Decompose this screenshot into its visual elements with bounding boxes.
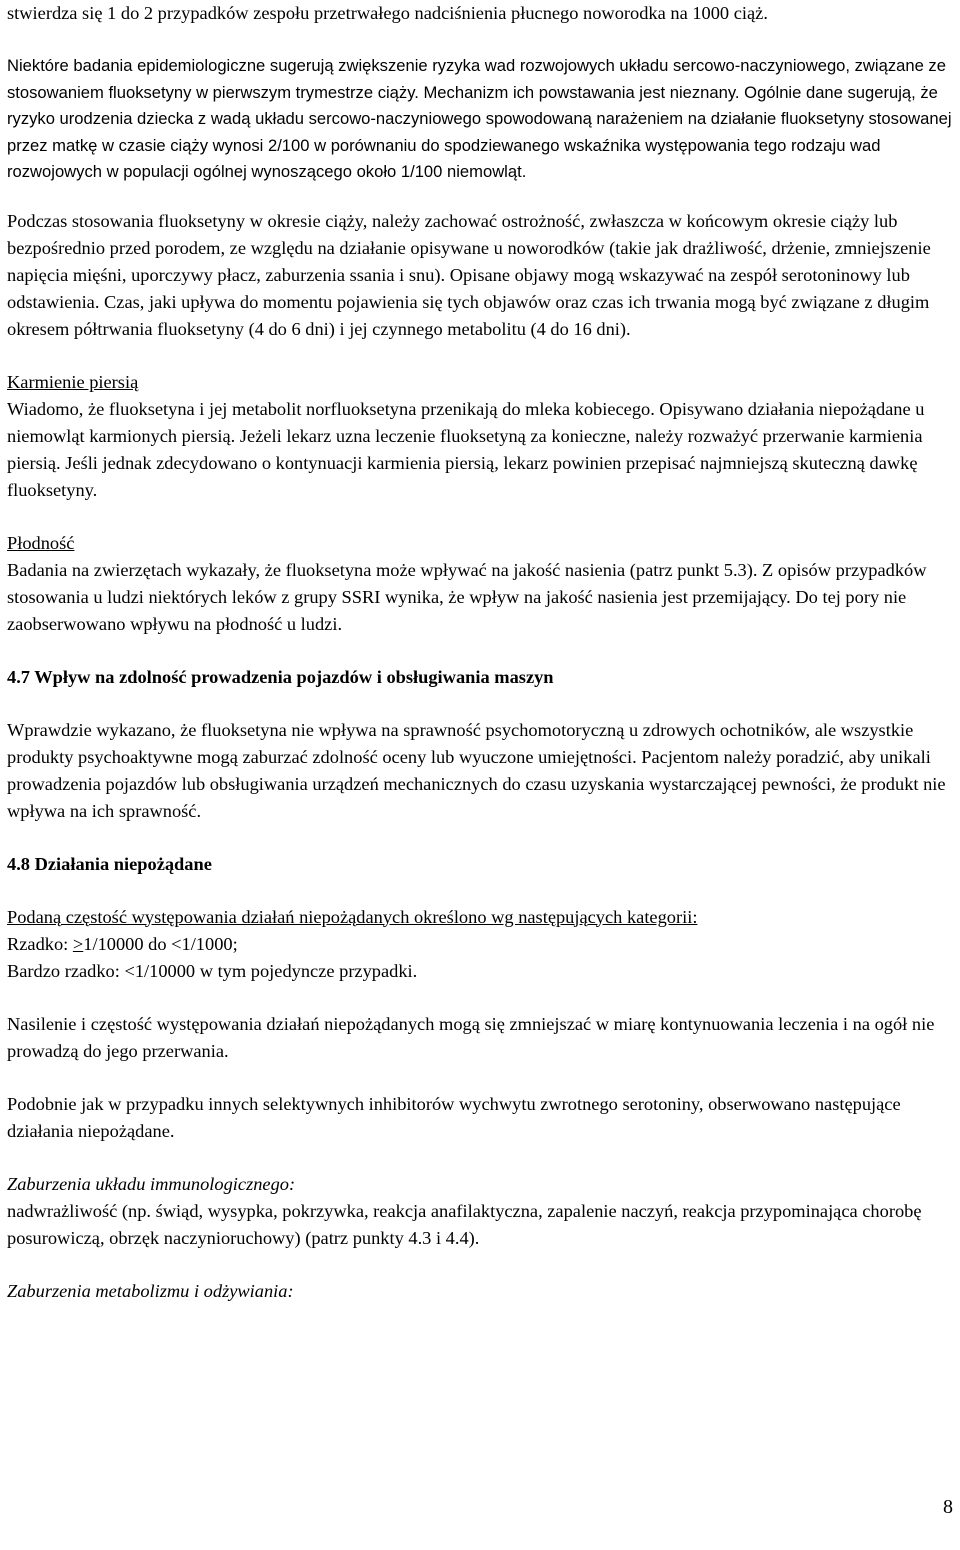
frequency-rare-label: Rzadko: xyxy=(7,933,73,954)
frequency-intro: Podaną częstość występowania działań niepożądanych określono wg następujących kategorii: xyxy=(7,906,698,927)
section-heading-4-7: 4.7 Wpływ na zdolność prowadzenia pojazdów i obsługiwania maszyn xyxy=(7,666,554,687)
paragraph-cardiovascular xyxy=(7,53,955,186)
heading-immune-disorders: Zaburzenia układu immunologicznego: xyxy=(7,1173,296,1194)
frequency-rare xyxy=(7,931,955,958)
heading-metabolic-disorders: Zaburzenia metabolizmu i odżywiania: xyxy=(7,1280,294,1301)
paragraph-late-pregnancy: Podczas stosowania fluoksetyny w okresie ciąży, należy zachować ostrożność, zwłaszcza w końcowym okresie ciąży lub bezpośrednio przed porodem, ze względu na działanie opisywane u noworodków (takie jak drażliwość, drżenie, zmniejszenie napięcia mięśni, uporczywy płacz, zaburzenia ssania i snu). Opisane objawy mogą wskazywać na zespół serotoninowy lub odstawienia. Czas, jaki upływa do momentu pojawienia się tych objawów oraz czas ich trwania mogą być związane z długim okresem półtrwania fluoksetyny (4 do 6 dni) i jej czynnego metabolitu (4 do 16 dni). xyxy=(7,210,931,339)
paragraph-ssri-similar: Podobnie jak w przypadku innych selektywnych inhibitorów wychwytu zwrotnego serotoniny, obserwowano następujące działania niepożądane. xyxy=(7,1093,901,1141)
paragraph-pphn: stwierdza się 1 do 2 przypadków zespołu przetrwałego nadciśnienia płucnego noworodka na 1000 ciąż. xyxy=(7,3,768,23)
paragraph-breastfeeding: Wiadomo, że fluoksetyna i jej metabolit norfluoksetyna przenikają do mleka kobiecego. Opisywano działania niepożądane u niemowląt karmionych piersią. Jeżeli lekarz uzna leczenie fluoksetyną za konieczne, należy rozważyć przerwanie karmienia piersią. Jeśli jednak zdecydowano o kontynuacji karmienia piersią, lekarz powinien przepisać najmniejszą skuteczną dawkę fluoksetyny. xyxy=(7,398,925,500)
greater-equal-symbol: > xyxy=(72,933,84,954)
paragraph-cardiovascular-part-b: Ogólnie dane sugerują, że ryzyko urodzenia dziecka z wadą układu sercowo-naczyniowego spowodowaną narażeniem na działanie fluoksetyny stosowanej przez matkę w czasie ciąży wynosi 2/100 w porównaniu do spodziewanego wskaźnika występowania tego rodzaju wad rozwojowych w populacji ogólnej wynoszącego około 1/100 niemowląt. xyxy=(7,82,952,181)
heading-breastfeeding: Karmienie piersią xyxy=(7,371,139,392)
document-page xyxy=(7,0,955,1305)
paragraph-cardiovascular-part-a: Niektóre badania epidemiologiczne sugerują zwiększenie ryzyka wad rozwojowych układu sercowo-naczyniowego, związane ze stosowaniem fluoksetyny w pierwszym trymestrze ciąży. Mechanizm ich powstawania jest nieznany. xyxy=(7,56,946,102)
paragraph-fertility: Badania na zwierzętach wykazały, że fluoksetyna może wpływać na jakość nasienia (patrz punkt 5.3). Z opisów przypadków stosowania u ludzi niektórych leków z grupy SSRI wynika, że wpływ na jakość nasienia jest przemijający. Do tej pory nie zaobserwowano wpływu na płodność u ludzi. xyxy=(7,559,927,634)
frequency-rare-value: 1/10000 do <1/1000; xyxy=(83,933,238,954)
page-number: 8 xyxy=(943,1496,953,1518)
paragraph-driving: Wprawdzie wykazano, że fluoksetyna nie wpływa na sprawność psychomotoryczną u zdrowych ochotników, ale wszystkie produkty psychoaktywne mogą zaburzać zdolność oceny lub wyuczone umiejętności. Pacjentom należy poradzić, aby unikali prowadzenia pojazdów lub obsługiwania urządzeń mechanicznych do czasu uzyskania wystarczającej pewności, że produkt nie wpływa na ich sprawność. xyxy=(7,719,946,821)
paragraph-immune-disorders: nadwrażliwość (np. świąd, wysypka, pokrzywka, reakcja anafilaktyczna, zapalenie naczyń, reakcja przypominająca chorobę posurowiczą, obrzęk naczynioruchowy) (patrz punkty 4.3 i 4.4). xyxy=(7,1200,922,1248)
frequency-very-rare: Bardzo rzadko: <1/10000 w tym pojedyncze przypadki. xyxy=(7,960,418,981)
paragraph-intensity: Nasilenie i częstość występowania działań niepożądanych mogą się zmniejszać w miarę kontynuowania leczenia i na ogół nie prowadzą do jego przerwania. xyxy=(7,1013,935,1061)
heading-fertility: Płodność xyxy=(7,532,75,553)
section-heading-4-8: 4.8 Działania niepożądane xyxy=(7,853,212,874)
